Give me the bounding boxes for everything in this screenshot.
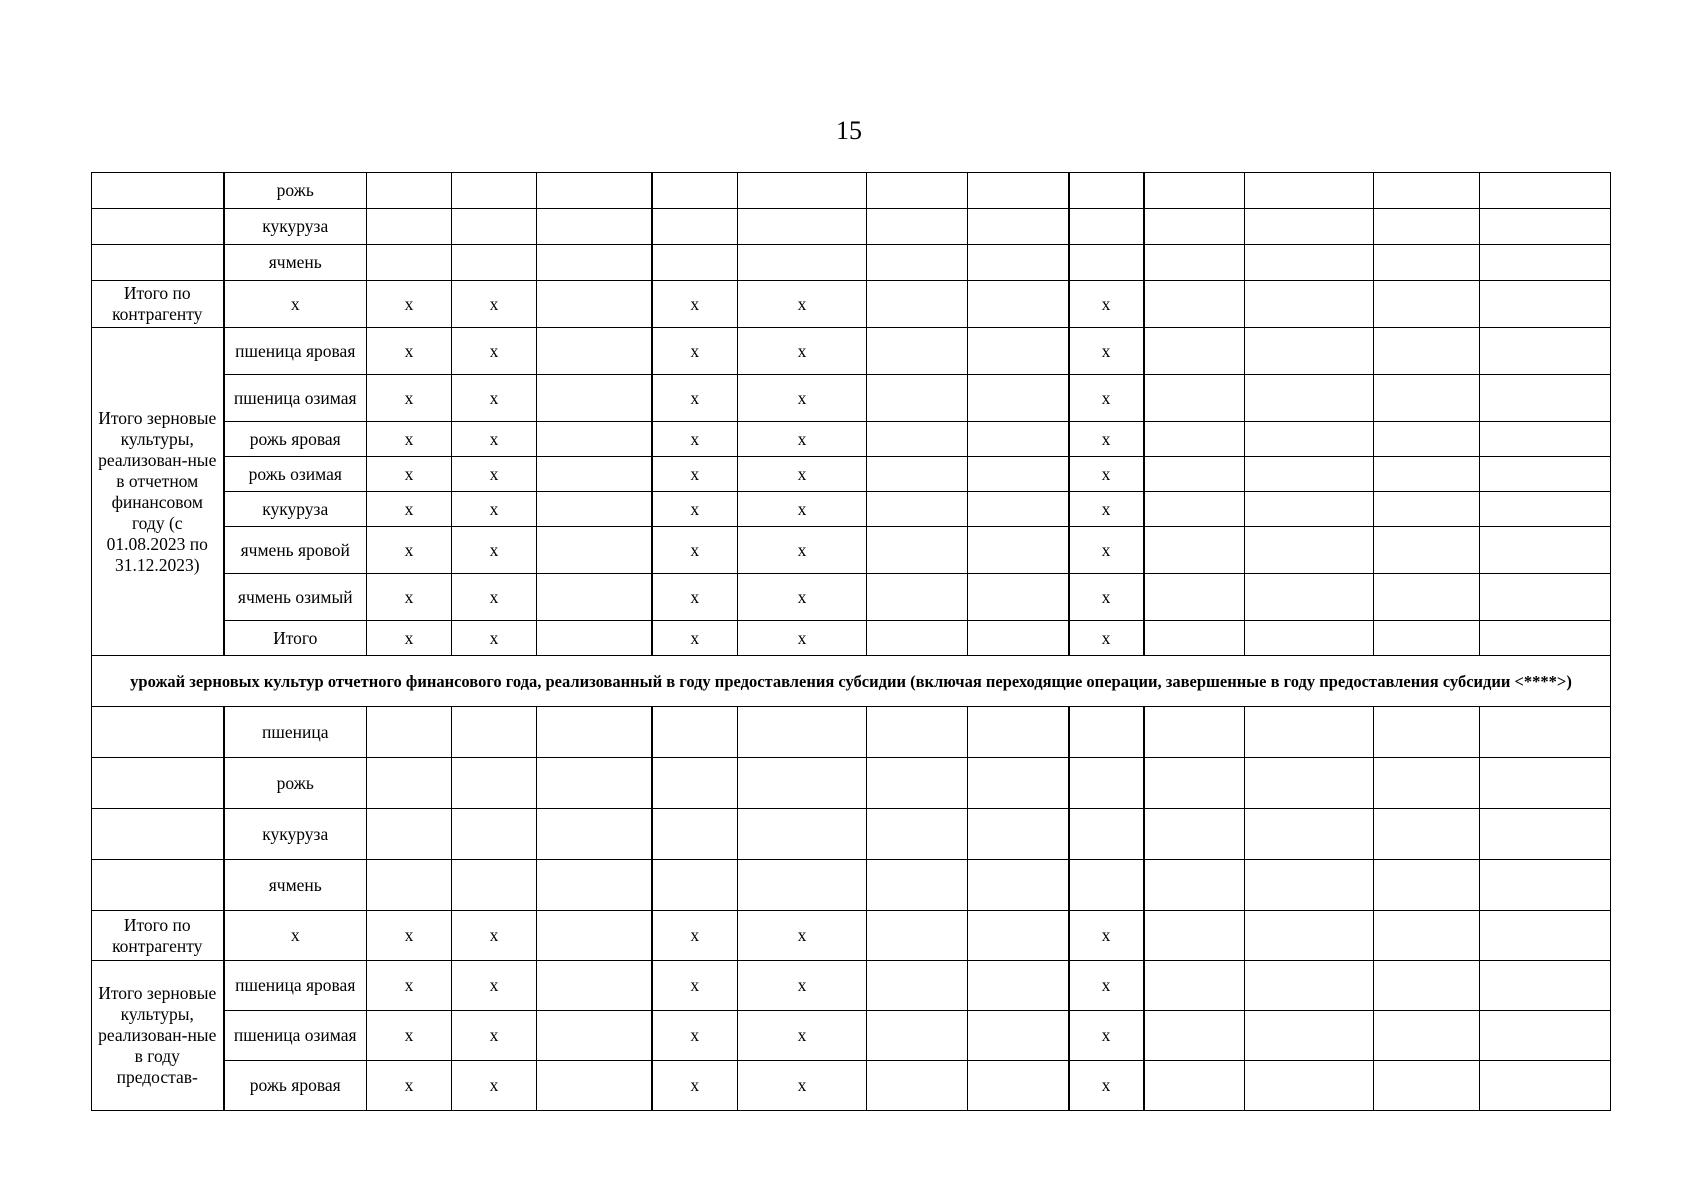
value-cell [1245,245,1374,281]
value-cell [1069,209,1144,245]
value-cell: х [738,281,867,328]
value-cell [1245,621,1374,656]
value-cell [738,860,867,911]
crop-cell: х [224,281,367,328]
table-row [92,375,1611,422]
subtotal-label: Итого по контрагенту [92,281,224,328]
value-cell [537,707,652,758]
value-cell: х [652,1011,738,1061]
value-cell: х [652,422,738,457]
value-cell [1245,1061,1374,1111]
value-cell [1245,527,1374,574]
section-header-row [92,656,1611,707]
value-cell [1245,209,1374,245]
value-cell [1374,527,1480,574]
value-cell: х [652,911,738,961]
value-cell [867,245,968,281]
crop-cell: рожь яровая [224,1061,367,1111]
value-cell [968,492,1069,527]
value-cell [1144,281,1245,328]
value-cell [1069,173,1144,209]
value-cell: х [652,1061,738,1111]
value-cell [1245,574,1374,621]
value-cell [867,860,968,911]
value-cell [968,173,1069,209]
row-group-label: Итого зерновые культуры, реализован-ные в году предостав- [92,961,224,1111]
value-cell [537,758,652,809]
value-cell [537,209,652,245]
value-cell: х [738,457,867,492]
value-cell [537,911,652,961]
value-cell [1144,961,1245,1011]
value-cell [1374,457,1480,492]
value-cell: х [367,961,452,1011]
value-cell: х [738,492,867,527]
value-cell [867,492,968,527]
table-row [92,809,1611,860]
value-cell [1144,1011,1245,1061]
value-cell [1245,911,1374,961]
table-row [92,492,1611,527]
value-cell [1144,758,1245,809]
contractor-cell [92,245,224,281]
value-cell: х [1069,527,1144,574]
value-cell [968,758,1069,809]
value-cell [1245,173,1374,209]
value-cell [537,422,652,457]
value-cell [1480,621,1611,656]
value-cell: х [452,328,537,375]
value-cell: х [652,574,738,621]
value-cell [652,707,738,758]
value-cell: х [452,457,537,492]
value-cell [1374,245,1480,281]
value-cell [1480,527,1611,574]
crop-cell: х [224,911,367,961]
value-cell [1245,492,1374,527]
value-cell [867,281,968,328]
table-row [92,911,1611,961]
value-cell [1245,281,1374,328]
table-row [92,707,1611,758]
value-cell [1069,758,1144,809]
value-cell [1245,1011,1374,1061]
value-cell [1374,758,1480,809]
value-cell [1374,209,1480,245]
value-cell: х [1069,1011,1144,1061]
crop-cell: рожь [224,758,367,809]
value-cell [867,1061,968,1111]
value-cell [968,328,1069,375]
value-cell [738,809,867,860]
grain-sales-table [91,172,1611,1111]
value-cell [367,860,452,911]
page-number: 15 [836,116,862,145]
value-cell [1480,457,1611,492]
contractor-cell [92,809,224,860]
value-cell [1069,707,1144,758]
value-cell: х [738,911,867,961]
value-cell [452,707,537,758]
table-row [92,574,1611,621]
crop-cell: рожь [224,173,367,209]
value-cell [1480,328,1611,375]
value-cell [1245,328,1374,375]
value-cell: х [738,375,867,422]
value-cell [537,281,652,328]
value-cell: х [367,281,452,328]
value-cell [867,1011,968,1061]
value-cell [1144,328,1245,375]
value-cell [1480,707,1611,758]
value-cell [1374,492,1480,527]
value-cell: х [738,328,867,375]
row-group-label: Итого зерновые культуры, реализован-ные в отчетном финансовом году (с 01.08.2023 по 31.12.2023) [92,328,224,656]
table-row [92,281,1611,328]
crop-cell: кукуруза [224,809,367,860]
value-cell [537,492,652,527]
value-cell: х [367,574,452,621]
value-cell [1480,375,1611,422]
value-cell [1374,375,1480,422]
crop-cell: ячмень [224,860,367,911]
value-cell: х [652,457,738,492]
value-cell: х [1069,375,1144,422]
value-cell: х [738,422,867,457]
table-row [92,209,1611,245]
value-cell: х [1069,1061,1144,1111]
value-cell [968,422,1069,457]
value-cell [1144,621,1245,656]
value-cell: х [367,621,452,656]
value-cell [968,457,1069,492]
value-cell [1374,574,1480,621]
section-title: урожай зерновых культур отчетного финансового года, реализованный в году предоставления субсидии (включая переходящие операции, завершенные в году предоставления субсидии <****>) [92,656,1611,707]
value-cell [1144,173,1245,209]
value-cell [968,621,1069,656]
value-cell: х [1069,422,1144,457]
value-cell [968,1061,1069,1111]
value-cell: х [738,961,867,1011]
value-cell [1480,860,1611,911]
value-cell [1144,860,1245,911]
value-cell [652,209,738,245]
value-cell [1374,173,1480,209]
value-cell [452,860,537,911]
contractor-cell [92,707,224,758]
crop-cell: ячмень яровой [224,527,367,574]
value-cell [1144,422,1245,457]
value-cell: х [652,961,738,1011]
value-cell [1374,911,1480,961]
value-cell: х [1069,911,1144,961]
crop-cell: кукуруза [224,492,367,527]
contractor-cell [92,860,224,911]
table-row [92,621,1611,656]
value-cell [537,961,652,1011]
value-cell: х [452,281,537,328]
value-cell [1069,860,1144,911]
value-cell [867,457,968,492]
value-cell [1374,809,1480,860]
table-row [92,173,1611,209]
value-cell [968,707,1069,758]
value-cell [867,527,968,574]
value-cell: х [738,574,867,621]
value-cell [968,860,1069,911]
value-cell: х [452,574,537,621]
value-cell [367,758,452,809]
value-cell [1245,860,1374,911]
value-cell [537,375,652,422]
value-cell [867,621,968,656]
crop-cell: пшеница [224,707,367,758]
value-cell [537,1011,652,1061]
value-cell [452,245,537,281]
value-cell [1245,375,1374,422]
value-cell [867,758,968,809]
value-cell [652,860,738,911]
crop-cell: рожь яровая [224,422,367,457]
value-cell: х [452,621,537,656]
value-cell [1480,492,1611,527]
value-cell [1374,707,1480,758]
crop-cell: пшеница озимая [224,375,367,422]
table-row [92,328,1611,375]
table-row [92,860,1611,911]
value-cell: х [452,911,537,961]
value-cell [652,173,738,209]
value-cell: х [367,375,452,422]
crop-cell: ячмень [224,245,367,281]
crop-cell: пшеница озимая [224,1011,367,1061]
value-cell: х [452,375,537,422]
value-cell [867,173,968,209]
value-cell [867,328,968,375]
value-cell [367,245,452,281]
value-cell [452,809,537,860]
table-row [92,422,1611,457]
value-cell: х [1069,961,1144,1011]
value-cell [452,209,537,245]
value-cell: х [367,492,452,527]
value-cell [867,707,968,758]
value-cell [1144,245,1245,281]
value-cell [968,245,1069,281]
value-cell [1245,961,1374,1011]
value-cell [1069,809,1144,860]
value-cell [537,527,652,574]
value-cell: х [652,281,738,328]
value-cell [738,173,867,209]
value-cell: х [1069,281,1144,328]
value-cell [1480,1011,1611,1061]
value-cell [867,911,968,961]
value-cell [1374,961,1480,1011]
value-cell [1480,961,1611,1011]
value-cell: х [452,961,537,1011]
value-cell [1144,457,1245,492]
value-cell [452,758,537,809]
value-cell [1144,1061,1245,1111]
value-cell: х [367,911,452,961]
value-cell [867,375,968,422]
value-cell [1245,707,1374,758]
value-cell [867,961,968,1011]
value-cell [537,328,652,375]
value-cell: х [652,492,738,527]
value-cell: х [367,1061,452,1111]
value-cell [1480,574,1611,621]
crop-cell: пшеница яровая [224,328,367,375]
value-cell: х [367,527,452,574]
value-cell [537,173,652,209]
contractor-cell [92,173,224,209]
value-cell [537,245,652,281]
table-row [92,527,1611,574]
value-cell: х [738,621,867,656]
value-cell: х [738,1011,867,1061]
crop-cell: пшеница яровая [224,961,367,1011]
value-cell [1144,209,1245,245]
contractor-cell [92,758,224,809]
value-cell [968,375,1069,422]
value-cell [968,961,1069,1011]
value-cell: х [1069,492,1144,527]
value-cell [1245,809,1374,860]
table-row [92,1061,1611,1111]
value-cell: х [367,457,452,492]
table-row [92,1011,1611,1061]
value-cell [652,245,738,281]
value-cell [537,1061,652,1111]
value-cell [867,574,968,621]
value-cell [1144,809,1245,860]
value-cell: х [452,527,537,574]
value-cell [1144,707,1245,758]
table-row [92,457,1611,492]
value-cell [1480,422,1611,457]
value-cell [1245,758,1374,809]
value-cell [1144,492,1245,527]
value-cell [867,422,968,457]
subtotal-label: Итого по контрагенту [92,911,224,961]
value-cell [1374,1011,1480,1061]
value-cell [367,707,452,758]
value-cell [738,758,867,809]
value-cell [1480,245,1611,281]
value-cell [1374,860,1480,911]
value-cell: х [452,422,537,457]
value-cell [1480,809,1611,860]
crop-cell: Итого [224,621,367,656]
value-cell [968,1011,1069,1061]
value-cell: х [738,527,867,574]
value-cell [367,209,452,245]
value-cell [1144,911,1245,961]
value-cell [738,245,867,281]
value-cell [1480,173,1611,209]
value-cell: х [738,1061,867,1111]
value-cell [1374,621,1480,656]
value-cell: х [452,492,537,527]
value-cell [1245,422,1374,457]
crop-cell: ячмень озимый [224,574,367,621]
value-cell: х [1069,328,1144,375]
value-cell [367,809,452,860]
value-cell [1480,1061,1611,1111]
value-cell [1374,281,1480,328]
value-cell: х [367,422,452,457]
contractor-cell [92,209,224,245]
value-cell: х [367,1011,452,1061]
value-cell [867,809,968,860]
value-cell [537,860,652,911]
value-cell [968,281,1069,328]
table-row [92,758,1611,809]
table-row [92,245,1611,281]
value-cell [1374,1061,1480,1111]
crop-cell: кукуруза [224,209,367,245]
value-cell [1480,758,1611,809]
value-cell [537,809,652,860]
value-cell: х [652,375,738,422]
value-cell [1374,328,1480,375]
value-cell [1069,245,1144,281]
value-cell: х [1069,621,1144,656]
value-cell: х [452,1011,537,1061]
value-cell: х [652,527,738,574]
value-cell [1480,911,1611,961]
value-cell [738,707,867,758]
value-cell: х [652,328,738,375]
value-cell [537,621,652,656]
value-cell [1144,574,1245,621]
value-cell [968,911,1069,961]
value-cell [738,209,867,245]
value-cell [1144,375,1245,422]
value-cell: х [1069,574,1144,621]
value-cell [537,574,652,621]
crop-cell: рожь озимая [224,457,367,492]
value-cell [652,758,738,809]
value-cell [968,574,1069,621]
value-cell [968,209,1069,245]
value-cell: х [367,328,452,375]
value-cell [652,809,738,860]
value-cell [1144,527,1245,574]
value-cell [867,209,968,245]
value-cell: х [1069,457,1144,492]
value-cell [968,527,1069,574]
value-cell [537,457,652,492]
value-cell: х [652,621,738,656]
value-cell: х [452,1061,537,1111]
value-cell [1480,209,1611,245]
table-row [92,961,1611,1011]
value-cell [968,809,1069,860]
value-cell [452,173,537,209]
value-cell [367,173,452,209]
value-cell [1480,281,1611,328]
value-cell [1374,422,1480,457]
value-cell [1245,457,1374,492]
